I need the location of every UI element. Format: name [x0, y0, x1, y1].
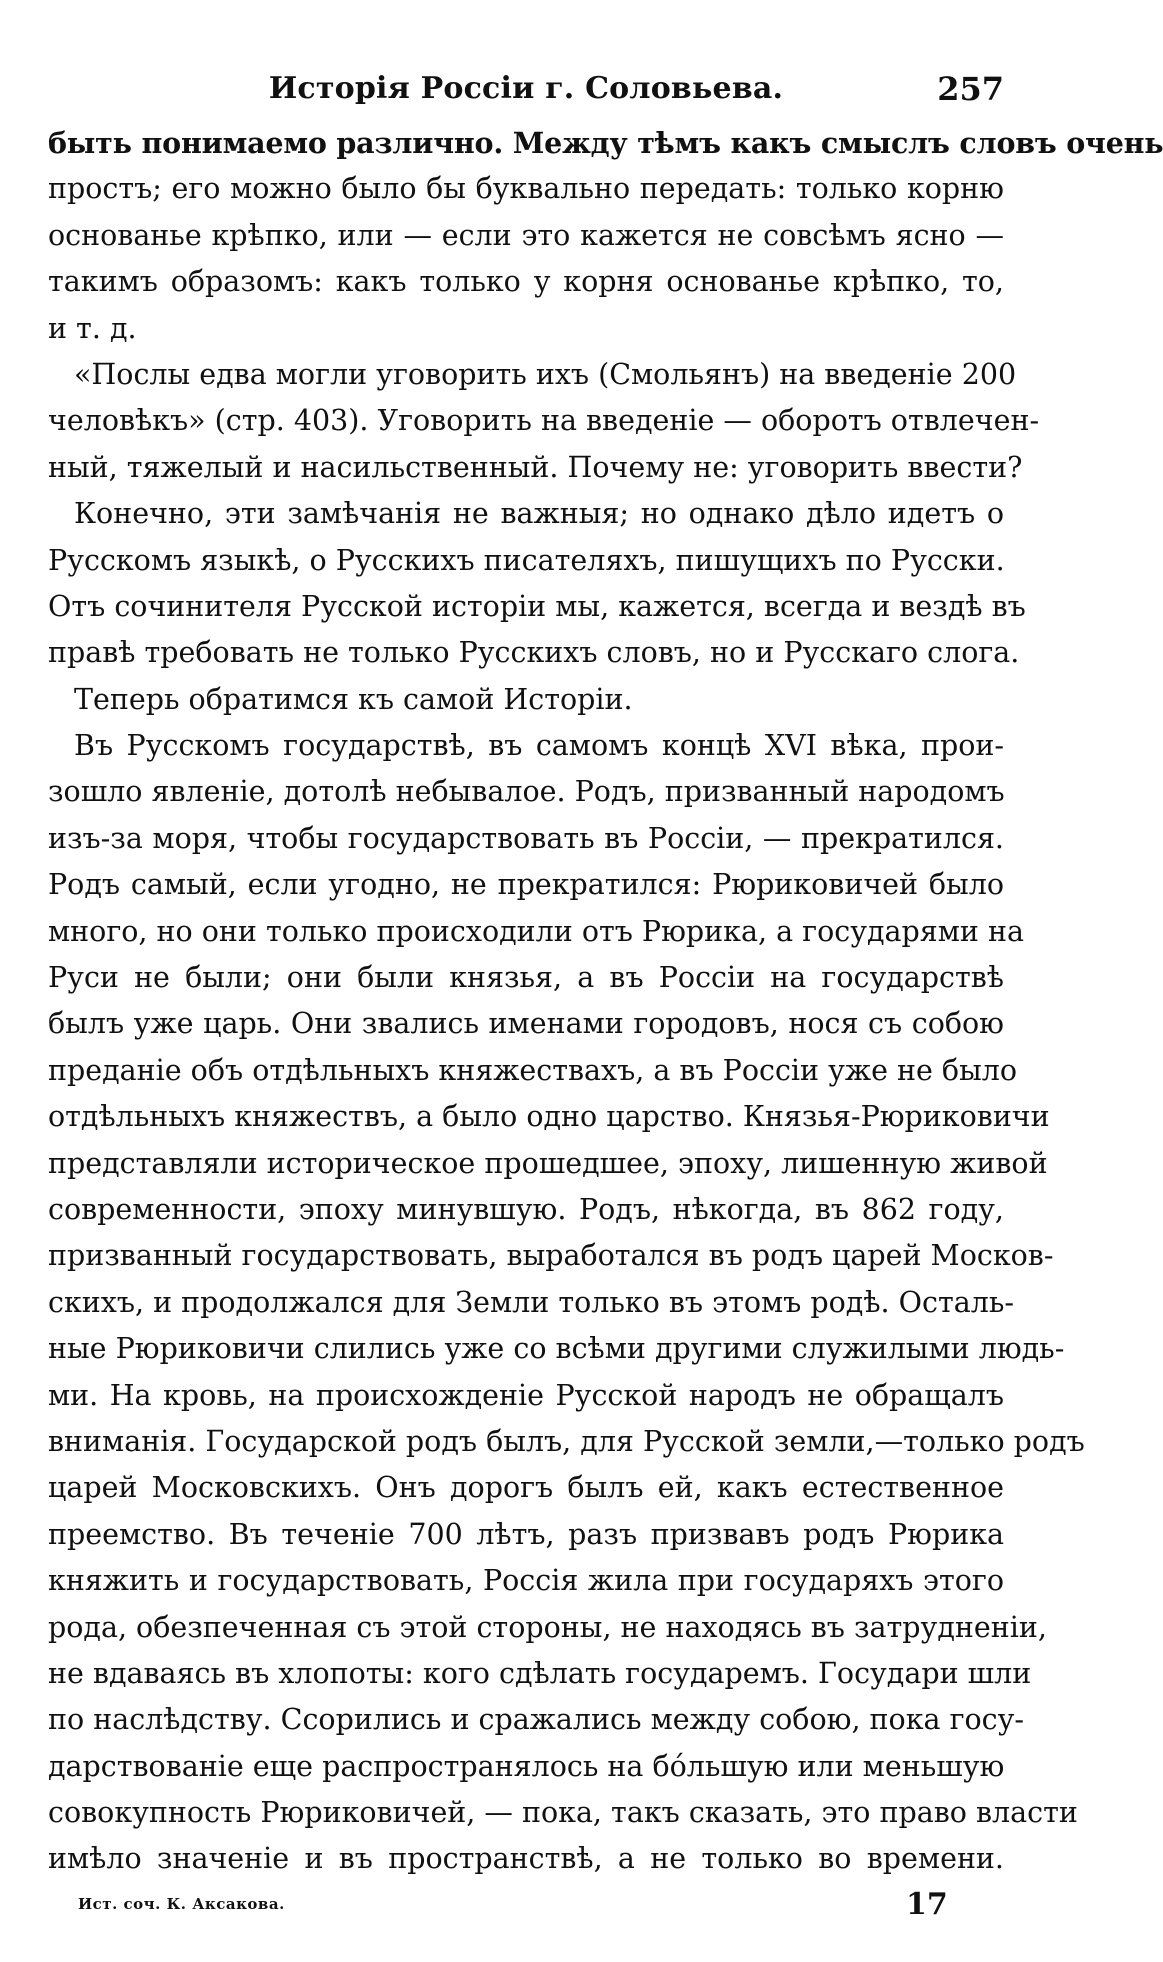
text-line: Родъ самый, если угодно, не прекратился: Рюриковичей было: [48, 868, 1004, 902]
text-line: Руси не были; они были князья, а въ Россiи на государствѣ: [48, 961, 1004, 995]
text-line: не вдаваясь въ хлопоты: кого сдѣлать государемъ. Государи шли: [48, 1656, 1032, 1690]
text-line: совокупность Рюриковичей, — пока, такъ сказать, это право власти: [48, 1796, 1078, 1830]
text-line: много, но они только происходили отъ Рюрика, а государями на: [48, 914, 1024, 948]
text-line: быть понимаемо различно. Между тѣмъ какъ смыслъ словъ очень: [48, 126, 1163, 160]
text-line: изъ-за моря, чтобы государствовать въ Россiи, — прекратился.: [48, 821, 1004, 855]
page-body-text: [48, 120, 1163, 1883]
text-line: Русскомъ языкѣ, о Русскихъ писателяхъ, пишущихъ по Русски.: [48, 543, 1005, 577]
text-line: княжить и государствовать, Россiя жила при государяхъ этого: [48, 1564, 1004, 1598]
text-line: простъ; его можно было бы буквально передать: только корню: [48, 172, 1004, 206]
text-line: призванный государствовать, выработался въ родъ царей Москов-: [48, 1239, 1054, 1273]
page-number: 257: [937, 70, 1004, 108]
text-line: правѣ требовать не только Русскихъ словъ, но и Русскаго слога.: [48, 636, 1020, 670]
text-line: преданiе объ отдѣльныхъ княжествахъ, а въ Россiи уже не было: [48, 1053, 1018, 1087]
text-line: царей Московскихъ. Онъ дорогъ былъ ей, какъ естественное: [48, 1471, 1004, 1505]
text-line: вниманiя. Государской родъ былъ, для Русской земли,—только родъ: [48, 1424, 1085, 1458]
text-line: представляли историческое прошедшее, эпоху, лишенную живой: [48, 1146, 1048, 1180]
text-line: ные Рюриковичи слились уже со всѣми другими служилыми людь-: [48, 1332, 1065, 1366]
text-line: Конечно, эти замѣчанiя не важныя; но однако дѣло идетъ о: [74, 497, 1004, 531]
page-footer: [48, 1887, 1004, 1927]
text-line: Теперь обратимся къ самой Исторiи.: [74, 682, 633, 716]
text-line: дарствованiе еще распространялось на бо́льшую или меньшую: [48, 1749, 1005, 1783]
signature-mark: Ист. соч. К. Аксакова.: [78, 1894, 285, 1913]
running-title: Исторiя Россiи г. Соловьева.: [268, 71, 784, 106]
text-line: отдѣльныхъ княжествъ, а было одно царство. Князья-Рюриковичи: [48, 1100, 1050, 1134]
text-line: «Послы едва могли уговорить ихъ (Смольянъ) на введенiе 200: [74, 357, 1017, 391]
page-header: [48, 66, 1004, 112]
text-line: Отъ сочинителя Русской исторiи мы, кажется, всегда и вездѣ въ: [48, 589, 1026, 623]
text-line: Въ Русскомъ государствѣ, въ самомъ концѣ XVI вѣка, прои-: [74, 729, 1004, 763]
text-line: былъ уже царь. Они звались именами городовъ, нося съ собою: [48, 1007, 1004, 1041]
text-line: зошло явленiе, дотолѣ небывалое. Родъ, призванный народомъ: [48, 775, 1005, 809]
text-line: преемство. Въ теченiе 700 лѣтъ, разъ призвавъ родъ Рюрика: [48, 1517, 1004, 1551]
text-line: такимъ образомъ: какъ только у корня основанье крѣпко, то,: [48, 265, 1004, 299]
text-line: человѣкъ» (стр. 403). Уговорить на введенiе — оборотъ отвлечен-: [48, 404, 1040, 438]
text-line: ми. На кровь, на происхожденiе Русской народъ не обращалъ: [48, 1378, 1004, 1412]
text-line: скихъ, и продолжался для Земли только въ этомъ родѣ. Осталь-: [48, 1285, 1014, 1319]
book-page: [48, 66, 1163, 1927]
sheet-number: 17: [906, 1886, 948, 1922]
text-line: ный, тяжелый и насильственный. Почему не: уговорить ввести?: [48, 450, 1023, 484]
text-line: рода, обезпеченная съ этой стороны, не находясь въ затрудненiи,: [48, 1610, 1047, 1644]
text-line: современности, эпоху минувшую. Родъ, нѣкогда, въ 862 году,: [48, 1192, 1004, 1226]
text-line: и т. д.: [48, 311, 137, 345]
text-line: основанье крѣпко, или — если это кажется не совсѣмъ ясно —: [48, 218, 1004, 252]
text-line: по наслѣдству. Ссорились и сражались между собою, пока госу-: [48, 1703, 1025, 1737]
text-line: имѣло значенiе и въ пространствѣ, а не только во времени.: [48, 1842, 1004, 1876]
